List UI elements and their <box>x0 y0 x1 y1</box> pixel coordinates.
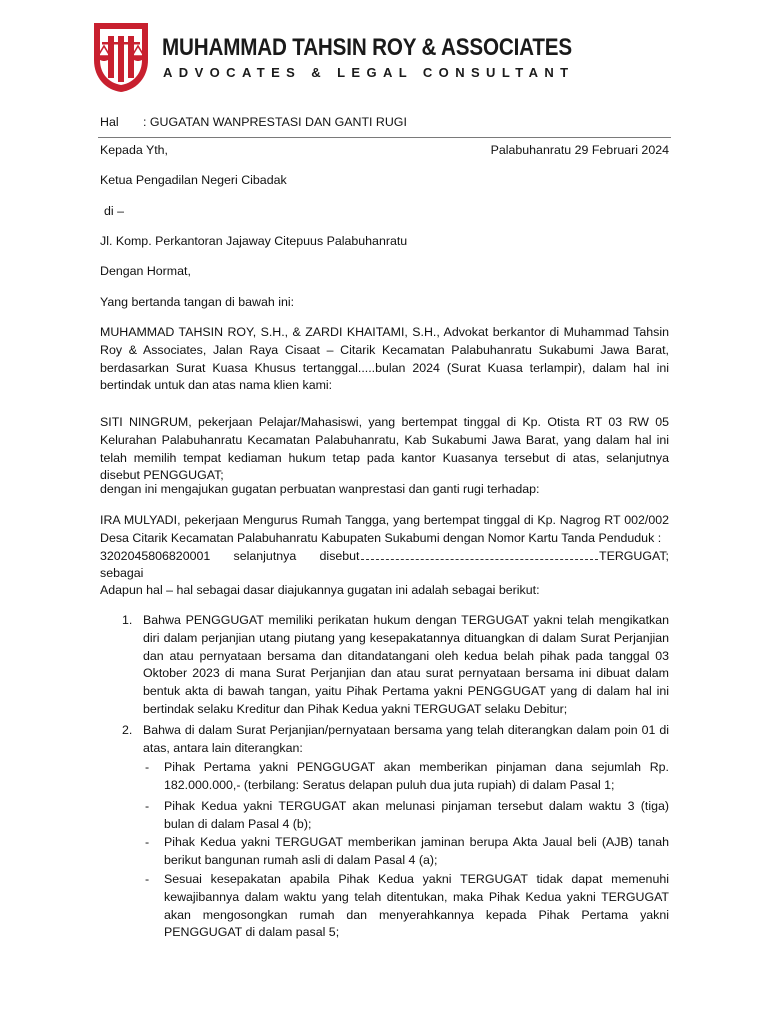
recipient-di: di – <box>104 204 124 218</box>
firm-name: MUHAMMAD TAHSIN ROY & ASSOCIATES <box>162 34 572 61</box>
defendant-text: IRA MULYADI, pekerjaan Mengurus Rumah Tangga, yang bertempat tinggal di Kp. Nagrog RT 002/002 Desa Citarik Kecamatan Palabuhanratu Kabupaten Sukabumi dengan Nomor Kartu Tanda Penduduk : <box>100 513 669 545</box>
filing-line: dengan ini mengajukan gugatan perbuatan wanprestasi dan ganti rugi terhadap: <box>100 482 540 496</box>
defendant-tail: TERGUGAT; <box>599 548 669 563</box>
plaintiff-paragraph: SITI NINGRUM, pekerjaan Pelajar/Mahasiswi, yang bertempat tinggal di Kp. Otista RT 03 RW 05 Kelurahan Palabuhanratu Kecamatan Palabuhanratu, Kab Sukabumi Jawa Barat, yang dalam hal ini telah memilih tempat kediaman hukum tetap pada kantor Kuasanya tersebut di atas, selanjutnya disebut PENGGUGAT; <box>100 415 669 483</box>
point-number: 1. <box>122 613 133 627</box>
subject-label: Hal <box>100 115 119 129</box>
recipient-greeting: Kepada Yth, <box>100 143 168 157</box>
subpoint-text: Sesuai kesepakatan apabila Pihak Kedua yakni TERGUGAT tidak dapat memenuhi kewajibannya dalam waktu yang telah ditentukan, maka Pihak Kedua yakni TERGUGAT akan mengosongkan rumah dan menyerahkannya kepada Pihak Pertama yakni PENGGUGAT di dalam pasal 5; <box>164 872 669 940</box>
intro-line: Yang bertanda tangan di bawah ini: <box>100 295 295 309</box>
header-divider <box>98 137 671 138</box>
defendant-id-text: 3202045806820001 selanjutnya disebut sebagai <box>100 548 360 581</box>
point-number: 2. <box>122 723 133 737</box>
subpoint-text: Pihak Pertama yakni PENGGUGAT akan memberikan pinjaman dana sejumlah Rp. 182.000.000,- (terbilang: Seratus delapan puluh dua juta rupiah) di dalam Pasal 1; <box>164 760 669 792</box>
firm-subtitle: ADVOCATES & LEGAL CONSULTANT <box>163 65 575 80</box>
subpoint-dash: - <box>145 835 150 849</box>
subpoint-dash: - <box>145 760 150 774</box>
point-text: Bahwa PENGGUGAT memiliki perikatan hukum dengan TERGUGAT yakni telah mengikatkan diri dalam perjanjian utang piutang yang kesepakatannya dituangkan di dalam Surat Perjanjian dan atau pernyataan bersama dan ditandatangani oleh kedua belah pihak pada tanggal 03 Oktober 2023 di mana Surat Perjanjian dan atau surat pernyataan bersama ini dibuat dalam bentuk akta di bawah tangan, yaitu Pihak Pertama yakni PENGGUGAT yang di dalam hal ini bertindak selaku Kreditur dan Pihak Kedua yakni TERGUGAT selaku Debitur; <box>143 613 669 716</box>
subpoint-text: Pihak Kedua yakni TERGUGAT memberikan jaminan berupa Akta Jaual beli (AJB) tanah berikut bangunan rumah asli di dalam Pasal 4 (a); <box>164 835 669 867</box>
defendant-paragraph <box>100 512 669 583</box>
place-date: Palabuhanratu 29 Februari 2024 <box>490 143 669 157</box>
defendant-end-row <box>100 548 669 584</box>
subpoint-dash: - <box>145 799 150 813</box>
subpoint-dash: - <box>145 872 150 886</box>
recipient-name: Ketua Pengadilan Negeri Cibadak <box>100 173 287 187</box>
scales-of-justice-logo-icon <box>90 20 152 94</box>
advocates-paragraph: MUHAMMAD TAHSIN ROY, S.H., & ZARDI KHAITAMI, S.H., Advokat berkantor di Muhammad Tahsin Roy & Associates, Jalan Raya Cisaat – Citarik Kecamatan Palabuhanratu Sukabumi Jawa Barat, berdasarkan Surat Kuasa Khusus tertanggal.....bulan 2024 (Surat Kuasa terlampir), dalam hal ini bertindak untuk dan atas nama klien kami: <box>100 325 669 393</box>
opening-salutation: Dengan Hormat, <box>100 264 191 278</box>
recipient-address: Jl. Komp. Perkantoran Jajaway Citepuus Palabuhanratu <box>100 234 408 248</box>
fill-in-line <box>361 549 598 560</box>
subpoint-text: Pihak Kedua yakni TERGUGAT akan melunasi pinjaman tersebut dalam waktu 3 (tiga) bulan di dalam Pasal 4 (b); <box>164 799 669 831</box>
subject-value: : GUGATAN WANPRESTASI DAN GANTI RUGI <box>143 115 407 129</box>
basis-line: Adapun hal – hal sebagai dasar diajukannya gugatan ini adalah sebagai berikut: <box>100 583 540 597</box>
point-text: Bahwa di dalam Surat Perjanjian/pernyataan bersama yang telah diterangkan dalam poin 01 di atas, antara lain diterangkan: <box>143 723 669 755</box>
